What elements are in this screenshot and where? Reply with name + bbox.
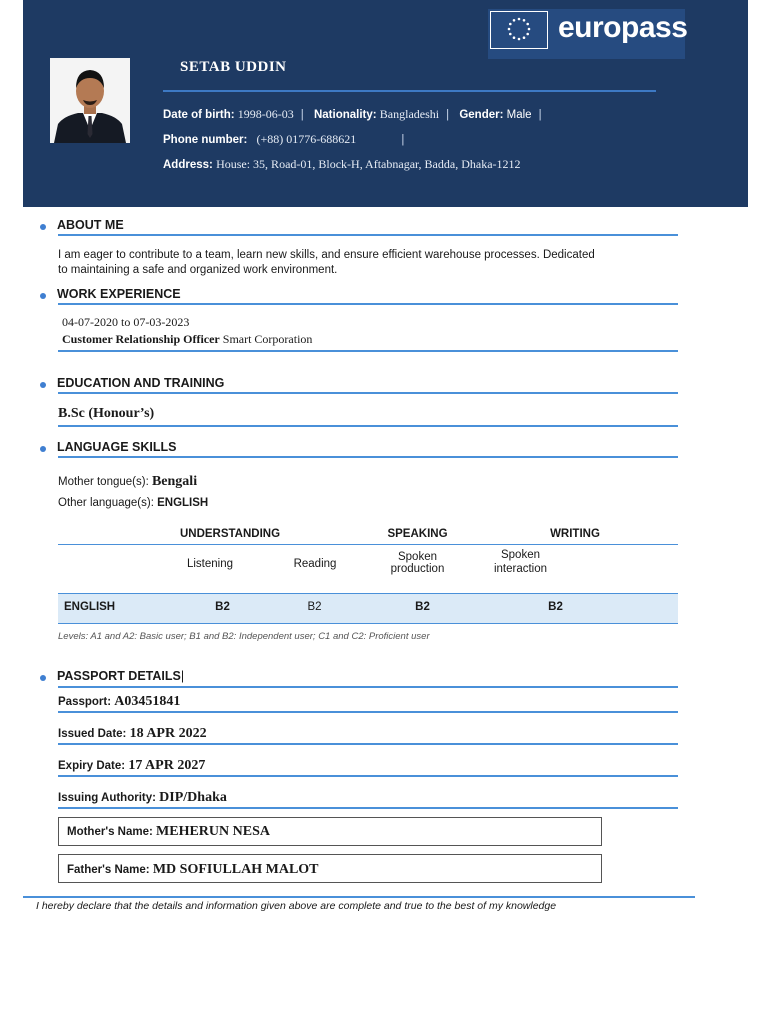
- work-role: Customer Relationship Officer: [62, 332, 220, 346]
- work-title: WORK EXPERIENCE: [57, 287, 181, 301]
- section-divider: [58, 686, 678, 688]
- mother-tongue-row: [58, 474, 197, 490]
- header-banner: [23, 0, 748, 207]
- phone-row: [163, 132, 411, 147]
- sub-spoken-production-line2: production: [390, 563, 445, 575]
- section-divider: [58, 425, 678, 427]
- table-divider: [58, 544, 678, 545]
- about-title: ABOUT ME: [57, 218, 124, 232]
- sub-spoken-production-line1: Spoken: [397, 551, 437, 563]
- about-text-line1: I am eager to contribute to a team, learn new skills, and ensure efficient warehouse processes. Dedicated: [58, 249, 595, 261]
- europass-logo-text: europass: [558, 11, 688, 44]
- issued-row: [58, 726, 207, 742]
- header-understanding: UNDERSTANDING: [179, 528, 281, 540]
- sub-spoken-interaction-line2: interaction: [493, 563, 548, 575]
- mother-name-row: [67, 824, 270, 840]
- section-divider: [58, 456, 678, 458]
- father-name-row: [67, 862, 319, 878]
- row-divider: [58, 807, 678, 809]
- issued-value: 18 APR 2022: [129, 726, 207, 741]
- header-writing: WRITING: [550, 528, 600, 540]
- address-value: House: 35, Road-01, Block-H, Aftabnagar, Badda, Dhaka-1212: [216, 157, 521, 171]
- profile-photo: [50, 58, 130, 143]
- europass-logo: [488, 9, 688, 59]
- section-divider: [58, 303, 678, 305]
- name-divider: [163, 90, 656, 92]
- nationality-label: Nationality:: [313, 109, 377, 121]
- phone-value: (+88) 01776-688621: [256, 132, 357, 146]
- sub-reading: Reading: [293, 558, 337, 570]
- language-title: LANGUAGE SKILLS: [57, 440, 177, 454]
- row-listening: B2: [215, 601, 230, 613]
- work-position: [62, 332, 312, 347]
- row-interaction: B2: [548, 601, 563, 613]
- sub-spoken-interaction-line1: Spoken: [500, 549, 540, 561]
- separator: |: [538, 109, 542, 121]
- mother-name-value: MEHERUN NESA: [156, 824, 270, 839]
- authority-label: Issuing Authority:: [58, 792, 156, 804]
- sub-listening: Listening: [186, 558, 234, 570]
- phone-label: Phone number:: [163, 134, 248, 146]
- row-production: B2: [415, 601, 430, 613]
- sub-spoken-interaction: [478, 548, 563, 576]
- nationality-value: Bangladeshi: [379, 107, 440, 121]
- bullet-icon: [40, 293, 46, 299]
- separator: |: [300, 109, 304, 121]
- row-divider: [58, 743, 678, 745]
- separator: |: [446, 109, 450, 121]
- person-name: SETAB UDDIN: [180, 59, 287, 75]
- passport-label: Passport:: [58, 696, 112, 708]
- row-divider: [58, 711, 678, 713]
- mother-name-label: Mother's Name:: [67, 826, 153, 838]
- work-company: Smart Corporation: [222, 332, 313, 346]
- issued-label: Issued Date:: [58, 728, 127, 740]
- address-label: Address:: [163, 159, 213, 171]
- section-divider: [58, 234, 678, 236]
- eu-stars-icon: [490, 11, 548, 49]
- sub-spoken-production: [375, 551, 460, 575]
- father-name-value: MD SOFIULLAH MALOT: [152, 862, 319, 877]
- father-name-label: Father's Name:: [67, 864, 150, 876]
- bullet-icon: [40, 675, 46, 681]
- education-degree: B.Sc (Honour’s): [58, 406, 155, 421]
- dob-label: Date of birth:: [163, 109, 235, 121]
- gender-label: Gender:: [459, 109, 504, 121]
- bullet-icon: [40, 446, 46, 452]
- section-divider: [58, 350, 678, 352]
- bullet-icon: [40, 224, 46, 230]
- expiry-label: Expiry Date:: [58, 760, 126, 772]
- separator: |: [401, 134, 405, 146]
- row-language: ENGLISH: [64, 601, 116, 613]
- other-language-row: [58, 496, 208, 511]
- authority-row: [58, 790, 227, 806]
- gender-value: Male: [506, 109, 532, 121]
- header-speaking: SPEAKING: [387, 528, 448, 540]
- passport-title: PASSPORT DETAILS|: [57, 669, 185, 683]
- passport-row: [58, 694, 180, 710]
- bullet-icon: [40, 382, 46, 388]
- work-dates: 04-07-2020 to 07-03-2023: [62, 315, 190, 329]
- mother-tongue-label: Mother tongue(s):: [58, 476, 149, 488]
- other-language-value: ENGLISH: [157, 497, 209, 509]
- education-title: EDUCATION AND TRAINING: [57, 376, 225, 390]
- declaration-text: I hereby declare that the details and information given above are complete and true to the best of my knowledge: [36, 900, 557, 912]
- row-reading: B2: [307, 601, 322, 613]
- footer-divider: [23, 896, 695, 898]
- personal-info-row: [163, 107, 549, 122]
- table-row: [58, 593, 678, 624]
- levels-note: Levels: A1 and A2: Basic user; B1 and B2: Independent user; C1 and C2: Proficient user: [58, 631, 430, 642]
- address-row: [163, 157, 521, 172]
- dob-value: 1998-06-03: [237, 107, 294, 121]
- other-language-label: Other language(s):: [58, 497, 154, 509]
- expiry-row: [58, 758, 205, 774]
- about-text-line2: to maintaining a safe and organized work environment.: [58, 264, 338, 276]
- passport-value: A03451841: [114, 694, 181, 709]
- expiry-value: 17 APR 2027: [128, 758, 206, 773]
- row-divider: [58, 775, 678, 777]
- authority-value: DIP/Dhaka: [159, 790, 227, 805]
- section-divider: [58, 392, 678, 394]
- mother-tongue-value: Bengali: [151, 474, 198, 489]
